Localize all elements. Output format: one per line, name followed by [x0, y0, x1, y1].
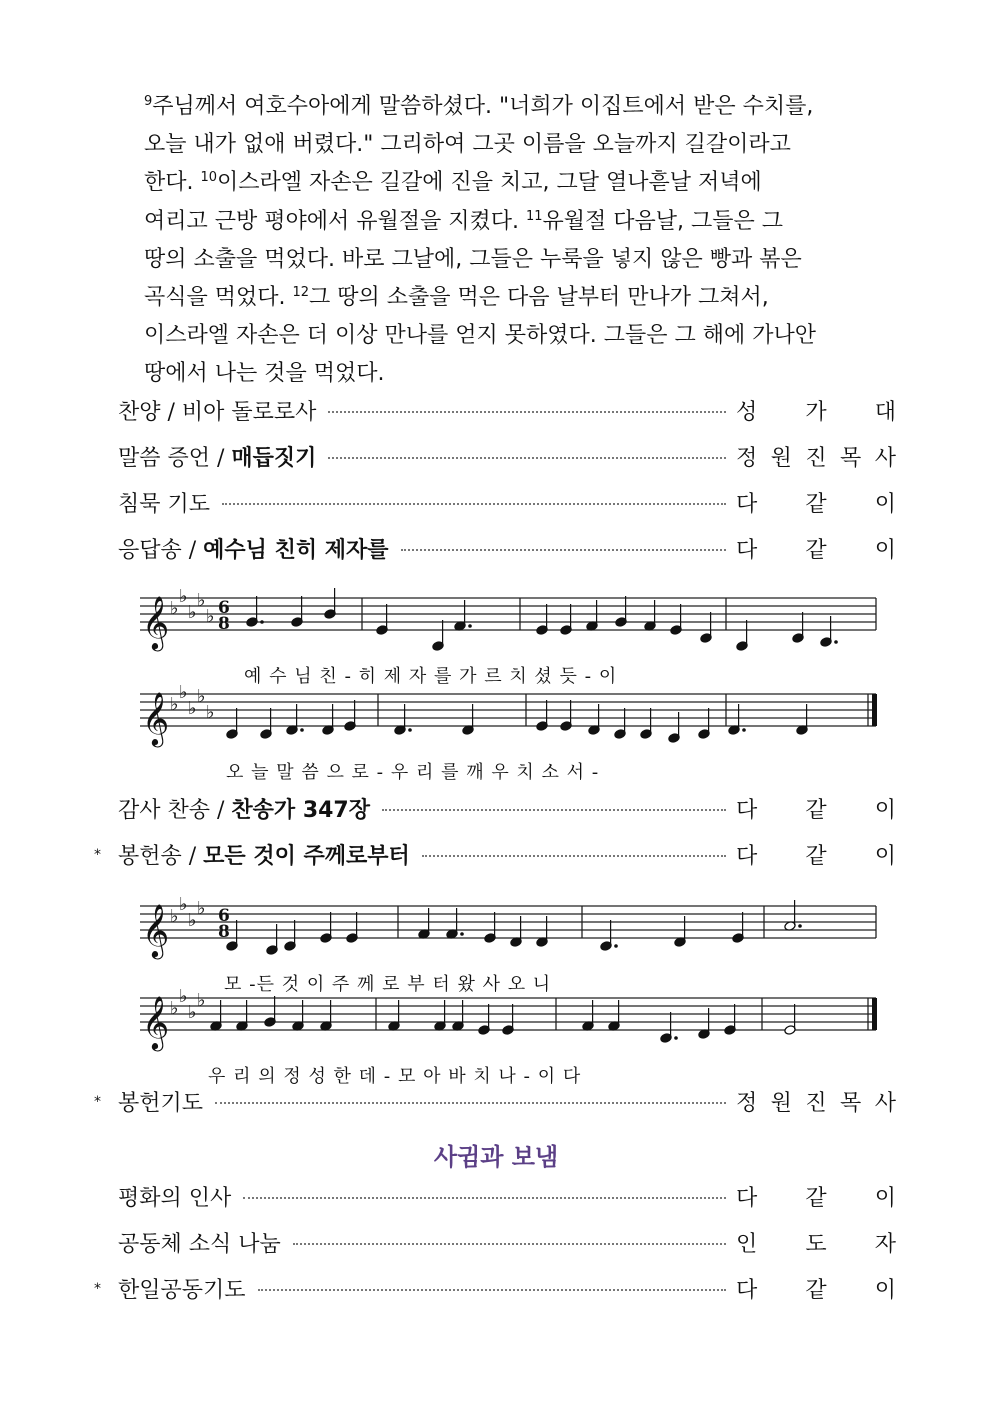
worship-order-item — [94, 836, 896, 872]
item-piece-title: 모든 것이 주께로부터 — [203, 843, 410, 869]
music-note — [394, 704, 412, 735]
music-staff-song2-line1 — [0, 888, 992, 995]
verse-text: 유월절 다음날, 그들은 그 — [542, 208, 784, 234]
music-note — [700, 612, 712, 643]
asterisk-mark: * — [94, 847, 101, 863]
leader-char: 진 — [805, 1090, 827, 1116]
music-note — [736, 620, 748, 651]
verse-number: 12 — [292, 284, 310, 300]
leader-dots — [215, 1102, 726, 1104]
music-note — [478, 1004, 490, 1035]
music-note — [502, 1004, 514, 1035]
flat-icon: ♭ — [179, 586, 188, 607]
leader-char: 대 — [874, 399, 896, 425]
music-note — [454, 600, 472, 631]
music-staff-song1-line2 — [0, 676, 992, 783]
time-signature: 6 — [218, 906, 230, 926]
item-piece-title: 매듭짓기 — [231, 445, 317, 471]
music-note — [266, 924, 278, 955]
flat-icon: ♭ — [188, 1002, 197, 1023]
music-note — [320, 1000, 332, 1031]
item-label: 찬양 / 비아 돌로로사 — [118, 399, 317, 425]
music-note — [560, 604, 572, 635]
leader-char: 같 — [805, 1185, 827, 1211]
item-label: 응답송 / — [118, 537, 204, 563]
item-leader — [736, 839, 896, 870]
item-label: 한일공동기도 — [118, 1277, 246, 1303]
leader-char: 다 — [736, 843, 758, 869]
verse-text: 곡식을 먹었다. — [144, 284, 293, 310]
leader-char: 같 — [805, 1277, 827, 1303]
leader-dots — [328, 457, 726, 459]
leader-char: 가 — [805, 399, 827, 425]
item-label: 봉헌송 / — [118, 843, 204, 869]
music-note — [792, 612, 804, 643]
item-label: 침묵 기도 — [118, 491, 211, 517]
leader-dots — [382, 809, 726, 811]
item-title — [118, 793, 370, 824]
music-note — [346, 912, 358, 943]
item-piece-title: 예수님 친히 제자를 — [203, 537, 389, 563]
item-title — [118, 487, 210, 518]
leader-dots — [422, 855, 726, 857]
worship-order-item — [94, 1083, 896, 1119]
flat-icon: ♭ — [188, 698, 197, 719]
staff-lines — [140, 998, 876, 1030]
leader-char: 정 — [736, 445, 758, 471]
music-note — [784, 1004, 796, 1035]
music-note — [291, 596, 303, 627]
leader-char: 다 — [736, 537, 758, 563]
item-leader — [736, 1181, 896, 1212]
verse-text: 주님께서 여호수아에게 말씀하셨다. "너희가 이집트에서 받은 수치를, — [152, 94, 814, 119]
music-note — [536, 604, 548, 635]
verse-text: 오늘 내가 없애 버렸다." 그리하여 그곳 이름을 오늘까지 길갈이라고 — [144, 132, 791, 158]
leader-char: 다 — [736, 491, 758, 517]
scripture-passage — [144, 88, 884, 394]
scripture-line — [144, 203, 884, 241]
music-note — [640, 708, 652, 739]
section-title: 사귐과 보냄 — [433, 1143, 559, 1171]
staff-lines — [140, 906, 876, 938]
leader-char: 원 — [770, 445, 792, 471]
music-note — [582, 1000, 594, 1031]
final-barline — [872, 998, 877, 1030]
music-note — [560, 700, 572, 731]
worship-order-item — [118, 438, 896, 474]
flat-icon: ♭ — [206, 606, 215, 627]
verse-number: 10 — [200, 170, 218, 186]
leader-dots — [293, 1243, 726, 1245]
scripture-line — [144, 279, 884, 317]
leader-char: 같 — [805, 491, 827, 517]
final-barline — [872, 694, 877, 726]
worship-order-item — [118, 530, 896, 566]
treble-clef-icon: 𝄞 — [142, 995, 170, 1049]
leader-char: 이 — [874, 797, 896, 823]
flat-icon: ♭ — [179, 894, 188, 915]
music-note — [670, 604, 682, 635]
leader-char: 이 — [874, 843, 896, 869]
worship-order-item — [118, 484, 896, 520]
flat-icon: ♭ — [197, 898, 206, 919]
time-signature: 8 — [218, 922, 230, 942]
leader-dots — [401, 549, 727, 551]
music-note — [600, 920, 618, 951]
leader-char: 원 — [770, 1090, 792, 1116]
verse-text: 여리고 근방 평야에서 유월절을 지켰다. — [144, 208, 526, 234]
music-note — [644, 600, 656, 631]
leader-char: 같 — [805, 843, 827, 869]
leader-char: 이 — [874, 1277, 896, 1303]
music-note — [698, 708, 710, 739]
leader-char: 이 — [874, 491, 896, 517]
leader-char: 정 — [736, 1090, 758, 1116]
item-leader — [736, 793, 896, 824]
music-note — [376, 604, 388, 635]
flat-icon: ♭ — [170, 906, 179, 927]
music-note — [668, 712, 680, 743]
scripture-line — [144, 355, 884, 393]
lyrics-line: 모 -든 것 이 주 께 로 부 터 왔 사 오 니 — [224, 974, 552, 995]
leader-char: 도 — [805, 1231, 827, 1257]
leader-char: 다 — [736, 1277, 758, 1303]
verse-number: 11 — [526, 208, 543, 224]
lyrics-line: 오 늘 말 씀 으 로 - 우 리 를 깨 우 치 소 서 - — [226, 762, 600, 783]
flat-icon: ♭ — [170, 694, 179, 715]
item-title — [118, 1273, 246, 1304]
scripture-line — [144, 126, 884, 164]
worship-order-item — [118, 1224, 896, 1260]
item-title — [118, 1086, 203, 1117]
item-title — [118, 839, 410, 870]
item-label: 평화의 인사 — [118, 1185, 232, 1211]
leader-char: 인 — [736, 1231, 758, 1257]
item-leader — [736, 441, 896, 472]
verse-text: 이스라엘 자손은 더 이상 만나를 얻지 못하였다. 그들은 그 해에 가나안 — [144, 323, 816, 349]
leader-char: 목 — [840, 1090, 862, 1116]
flat-icon: ♭ — [179, 682, 188, 703]
verse-text: 땅의 소출을 먹었다. 바로 그날에, 그들은 누룩을 넣지 않은 빵과 볶은 — [144, 246, 802, 272]
item-title — [118, 441, 316, 472]
music-note — [586, 600, 598, 631]
item-leader — [736, 1227, 896, 1258]
music-note — [674, 916, 686, 947]
music-staff-song2-line2 — [0, 980, 992, 1087]
music-note — [210, 1000, 222, 1031]
item-leader — [736, 487, 896, 518]
music-note — [588, 704, 600, 735]
leader-char: 자 — [874, 1231, 896, 1257]
leader-char: 목 — [840, 445, 862, 471]
asterisk-mark: * — [94, 1094, 101, 1110]
music-note — [462, 704, 474, 735]
item-title — [118, 395, 316, 426]
lyrics-line: 예 수 님 친 - 히 제 자 를 가 르 치 셨 듯 - 이 — [244, 666, 618, 687]
music-note — [660, 1012, 678, 1043]
flat-icon: ♭ — [170, 598, 179, 619]
music-note — [388, 1000, 400, 1031]
verse-text: 그 땅의 소출을 먹은 다음 날부터 만나가 그쳐서, — [309, 284, 769, 310]
leader-char: 진 — [805, 445, 827, 471]
leader-char: 이 — [874, 1185, 896, 1211]
verse-text: 땅에서 나는 것을 먹었다. — [144, 361, 385, 387]
music-note — [418, 908, 430, 939]
leader-char: 사 — [874, 445, 896, 471]
music-note — [434, 1000, 446, 1031]
item-label: 감사 찬송 / — [118, 797, 232, 823]
treble-clef-icon: 𝄞 — [142, 595, 170, 649]
music-note — [260, 708, 272, 739]
treble-clef-icon: 𝄞 — [142, 691, 170, 745]
music-note — [484, 912, 496, 943]
leader-char: 이 — [874, 537, 896, 563]
leader-dots — [328, 411, 726, 413]
item-label: 봉헌기도 — [118, 1090, 204, 1116]
worship-order-item — [118, 392, 896, 428]
flat-icon: ♭ — [179, 986, 188, 1007]
item-title — [118, 533, 389, 564]
music-note — [820, 616, 838, 647]
flat-icon: ♭ — [188, 910, 197, 931]
music-note — [320, 912, 332, 943]
flat-icon: ♭ — [197, 990, 206, 1011]
treble-clef-icon: 𝄞 — [142, 903, 170, 957]
item-leader — [736, 1086, 896, 1117]
music-note — [292, 1000, 304, 1031]
worship-order-item — [118, 1178, 896, 1214]
music-note — [344, 700, 356, 731]
music-note — [286, 704, 304, 735]
music-note — [615, 596, 627, 627]
item-label: 공동체 소식 나눔 — [118, 1231, 281, 1257]
leader-char: 같 — [805, 797, 827, 823]
music-note — [226, 708, 238, 739]
verse-number: 9 — [144, 94, 153, 109]
music-note — [510, 916, 522, 947]
music-note — [446, 908, 464, 939]
music-note — [732, 912, 744, 943]
music-staff-song1-line1 — [0, 580, 992, 687]
scripture-line — [144, 241, 884, 279]
time-signature: 8 — [218, 614, 230, 634]
music-note — [264, 996, 276, 1027]
music-note — [432, 620, 444, 651]
leader-char: 다 — [736, 797, 758, 823]
leader-char: 성 — [736, 399, 758, 425]
music-note — [452, 1000, 464, 1031]
leader-char: 다 — [736, 1185, 758, 1211]
flat-icon: ♭ — [170, 998, 179, 1019]
music-note — [608, 1000, 620, 1031]
leader-char: 같 — [805, 537, 827, 563]
flat-icon: ♭ — [197, 590, 206, 611]
verse-text: 이스라엘 자손은 길갈에 진을 치고, 그달 열나흗날 저녁에 — [217, 170, 762, 196]
item-label: 말씀 증언 / — [118, 445, 232, 471]
scripture-line — [144, 164, 884, 202]
item-leader — [736, 395, 896, 426]
item-title — [118, 1227, 281, 1258]
leader-dots — [222, 503, 726, 505]
music-note — [784, 900, 802, 931]
music-note — [324, 588, 336, 619]
music-note — [796, 704, 808, 735]
worship-order-item — [118, 790, 896, 826]
flat-icon: ♭ — [197, 686, 206, 707]
scripture-line — [144, 88, 884, 126]
leader-char: 사 — [874, 1090, 896, 1116]
music-note — [284, 920, 296, 951]
staff-lines — [140, 694, 876, 726]
music-note — [322, 704, 334, 735]
music-note — [698, 1008, 710, 1039]
music-note — [236, 1000, 248, 1031]
music-note — [536, 700, 548, 731]
time-signature: 6 — [218, 598, 230, 618]
item-leader — [736, 533, 896, 564]
asterisk-mark: * — [94, 1281, 101, 1297]
item-piece-title: 찬송가 347장 — [231, 797, 370, 823]
leader-dots — [243, 1197, 726, 1199]
music-note — [246, 596, 264, 627]
flat-icon: ♭ — [188, 602, 197, 623]
leader-dots — [258, 1289, 726, 1291]
scripture-line — [144, 317, 884, 355]
music-note — [614, 708, 626, 739]
verse-text: 한다. — [144, 170, 201, 196]
lyrics-line: 우 리 의 정 성 한 데 - 모 아 바 치 나 - 이 다 — [208, 1066, 582, 1087]
item-leader — [736, 1273, 896, 1304]
music-note — [728, 704, 746, 735]
music-note — [536, 916, 548, 947]
worship-order-item — [94, 1270, 896, 1306]
item-title — [118, 1181, 231, 1212]
music-note — [724, 1004, 736, 1035]
flat-icon: ♭ — [206, 702, 215, 723]
